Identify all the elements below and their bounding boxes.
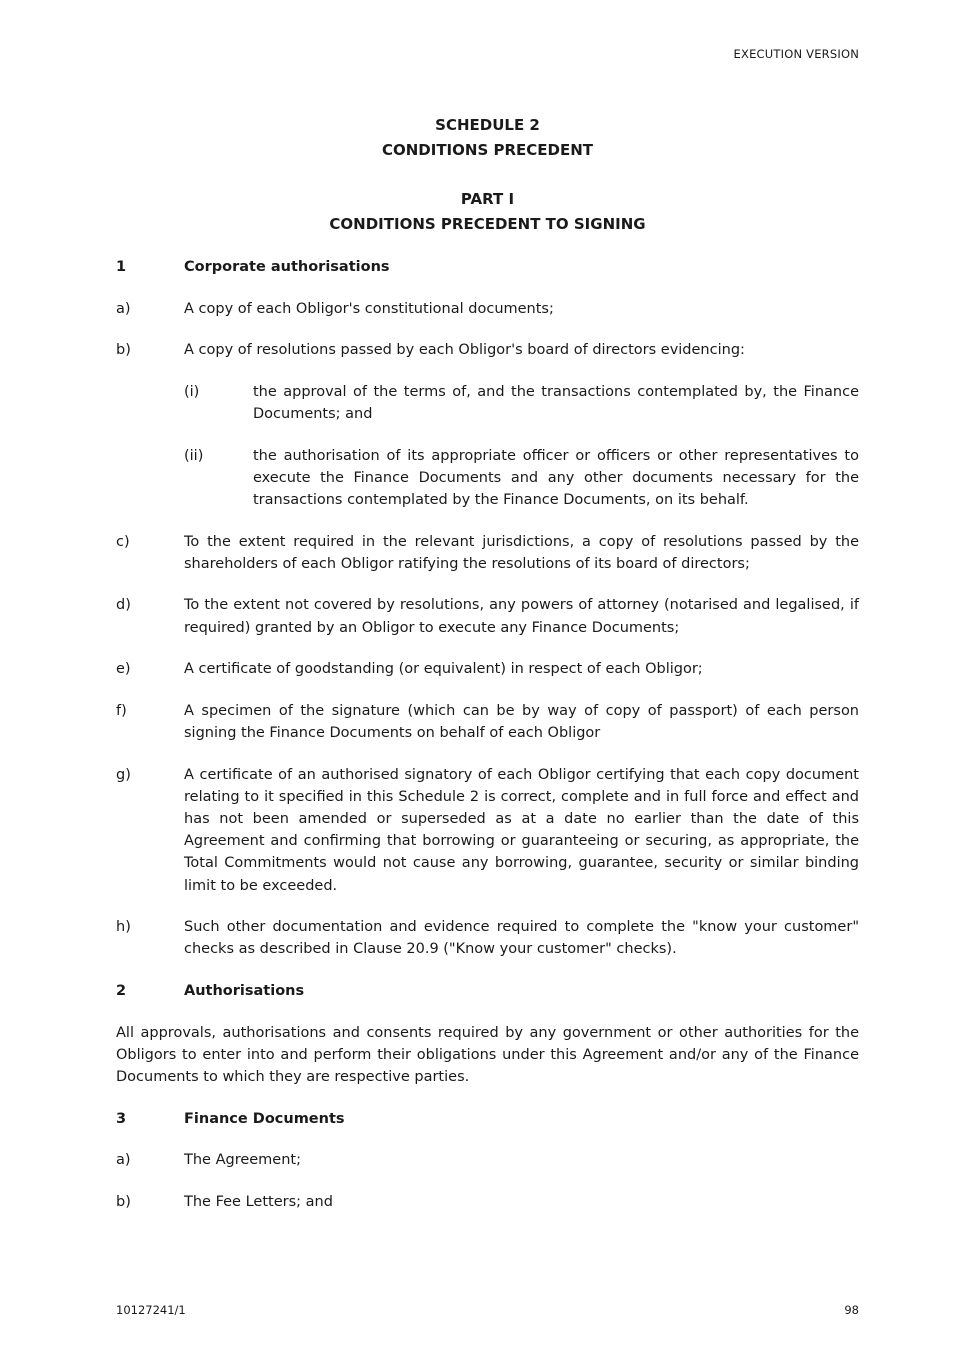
list-item — [116, 658, 859, 680]
list-item — [116, 298, 859, 320]
item-label: d) — [116, 597, 131, 614]
subitem-label: (i) — [184, 383, 200, 400]
item-text: To the extent not covered by resolutions, any powers of attorney (notarised and legalised, if required) granted by an Obligor to execute any Finance Documents; — [184, 597, 859, 636]
subitem-text: the approval of the terms of, and the transactions contemplated by, the Finance Documents; and — [253, 383, 859, 422]
subitem-label: (ii) — [184, 447, 204, 464]
section-title: Authorisations — [184, 982, 305, 999]
part-title: CONDITIONS PRECEDENT TO SIGNING — [329, 215, 646, 233]
item-label: g) — [116, 766, 131, 783]
section-title: Corporate authorisations — [184, 259, 390, 275]
item-label: h) — [116, 919, 131, 936]
subitem-text: the authorisation of its appropriate officer or officers or other representatives to execute the Finance Documents and any other documents necessary for the transactions contemplated by the Finance Documents, on its behalf. — [253, 447, 859, 508]
execution-version-label: EXECUTION VERSION — [733, 47, 859, 61]
item-text: The Fee Letters; and — [184, 1193, 333, 1210]
list-item — [116, 700, 859, 744]
list-item — [116, 1191, 859, 1213]
item-text: A certificate of an authorised signatory of each Obligor certifying that each copy document relating to it specified in this Schedule 2 is correct, complete and in full force and effect and has not been amended or superseded as at a date no earlier than the date of this Agreement and confirming that borrowing or guaranteeing or securing, as appropriate, the Total Commitments would not cause any borrowing, guarantee, security or similar binding limit to be exceeded. — [184, 766, 859, 894]
item-label: f) — [116, 702, 127, 719]
item-text: A certificate of goodstanding (or equivalent) in respect of each Obligor; — [184, 661, 703, 678]
item-label: a) — [116, 1152, 131, 1169]
section-paragraph: All approvals, authorisations and consents required by any government or other authorities for the Obligors to enter into and perform their obligations under this Agreement and/or any of the Finance Documents to which they are respective parties. — [116, 1024, 859, 1085]
item-label: e) — [116, 661, 131, 678]
item-label: b) — [116, 342, 131, 359]
section-title: Finance Documents — [184, 1110, 345, 1127]
document-reference: 10127241/1 — [116, 1303, 186, 1317]
section-number: 3 — [116, 1110, 127, 1127]
item-text: Such other documentation and evidence required to complete the "know your customer" checks as described in Clause 20.9 ("Know your customer" checks). — [184, 919, 859, 958]
item-text: A copy of resolutions passed by each Obligor's board of directors evidencing: — [184, 342, 745, 359]
list-item — [116, 531, 859, 575]
list-item — [116, 764, 859, 897]
item-text: To the extent required in the relevant jurisdictions, a copy of resolutions passed by the shareholders of each Obligor ratifying the resolutions of its board of directors; — [184, 533, 859, 572]
schedule-number: SCHEDULE 2 — [435, 116, 540, 134]
section-heading — [116, 980, 859, 1002]
item-label: b) — [116, 1193, 131, 1210]
list-item — [116, 1149, 859, 1171]
list-item — [116, 594, 859, 638]
section-number: 2 — [116, 982, 127, 999]
sub-list-item — [184, 381, 859, 425]
part-number: PART I — [460, 190, 515, 208]
schedule-heading — [116, 113, 859, 163]
part-heading — [116, 187, 859, 237]
section-number: 1 — [116, 259, 127, 275]
document-body — [116, 256, 859, 1232]
page-number: 98 — [844, 1303, 859, 1317]
item-label: a) — [116, 300, 131, 317]
item-text: The Agreement; — [184, 1152, 301, 1169]
section-heading — [116, 1108, 859, 1130]
list-item — [116, 916, 859, 960]
list-item — [116, 339, 859, 361]
sub-list-item — [184, 445, 859, 512]
schedule-title: CONDITIONS PRECEDENT — [381, 141, 594, 159]
section-heading — [116, 256, 859, 278]
item-text: A specimen of the signature (which can be by way of copy of passport) of each person signing the Finance Documents on behalf of each Obligor — [184, 702, 859, 741]
item-label: c) — [116, 533, 130, 550]
item-text: A copy of each Obligor's constitutional documents; — [184, 300, 554, 317]
